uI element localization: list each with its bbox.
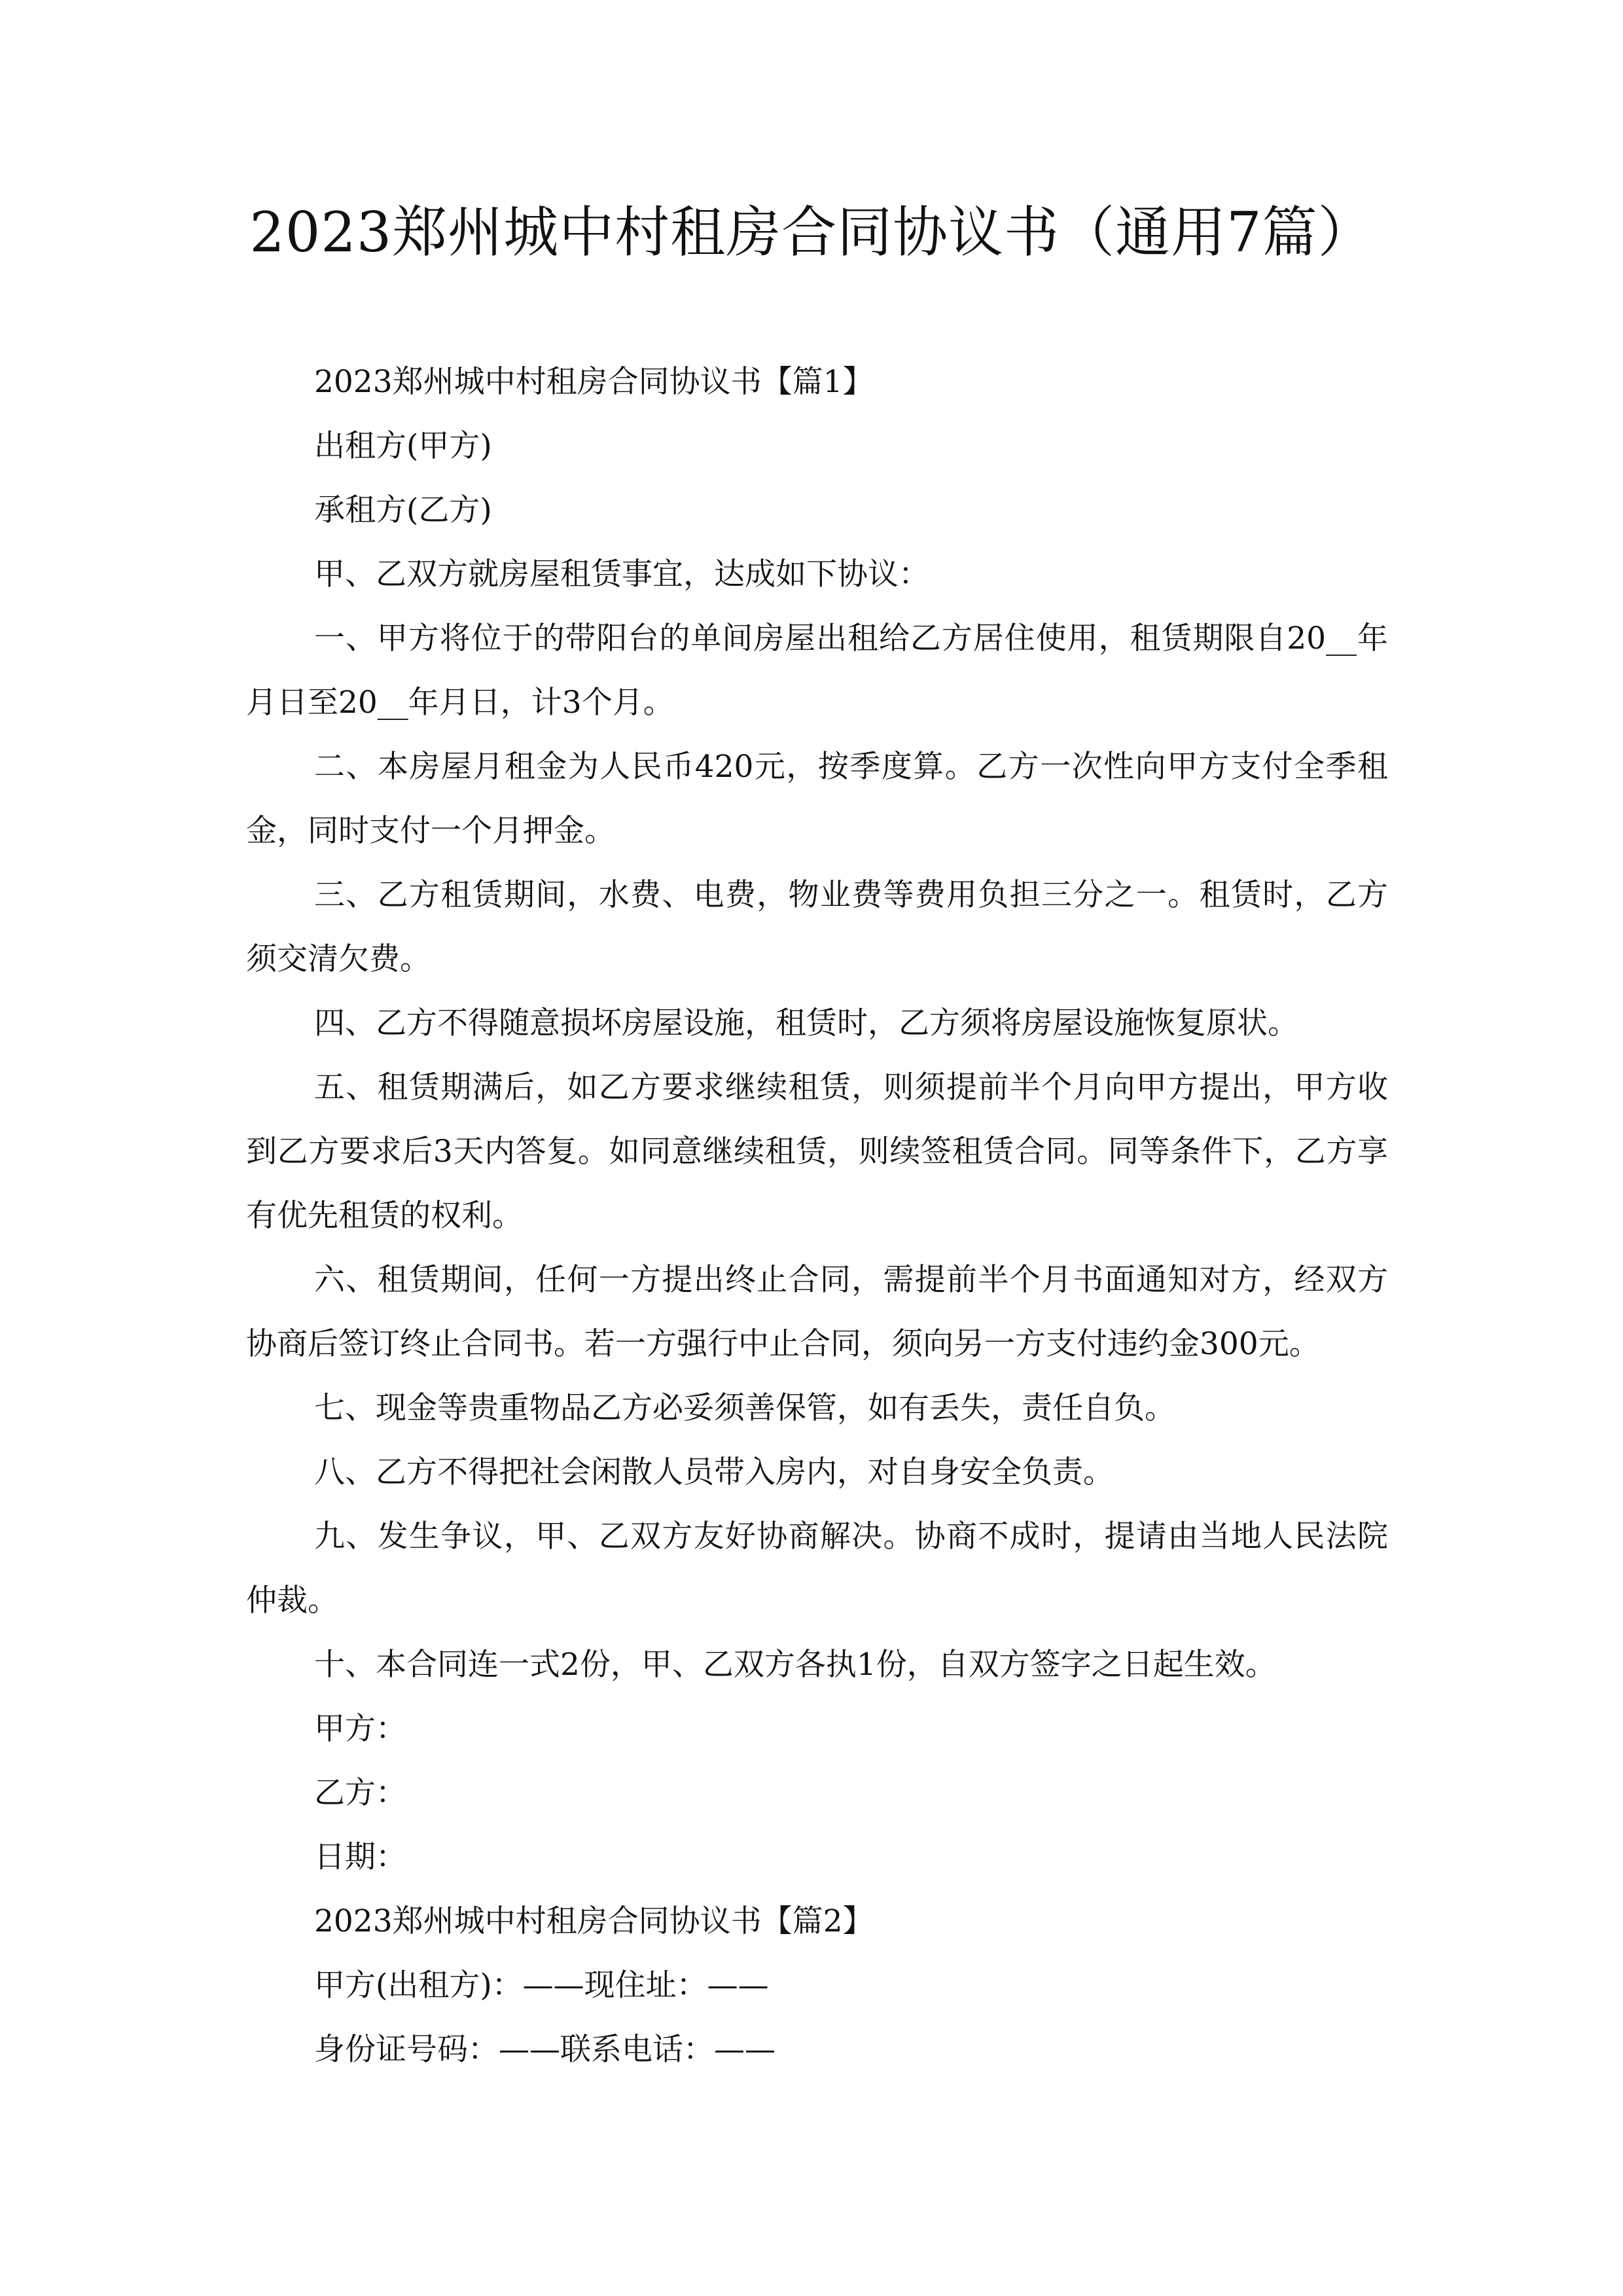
lessor-line: 出租方(甲方) [314, 428, 492, 464]
id-phone-line: 身份证号码：——联系电话：—— [314, 2032, 776, 2068]
document-title: 2023郑州城中村租房合同协议书（通用7篇） [249, 200, 1374, 264]
clause-9: 九、发生争议，甲、乙双方友好协商解决。协商不成时，提请由当地人民法院仲裁。 [246, 1518, 1388, 1619]
clause-10: 十、本合同连一式2份，甲、乙双方各执1份，自双方签字之日起生效。 [314, 1647, 1276, 1683]
agreement-intro: 甲、乙双方就房屋租赁事宜，达成如下协议： [314, 556, 929, 592]
clause-3: 三、乙方租赁期间，水费、电费，物业费等费用负担三分之一。租赁时，乙方须交清欠费。 [246, 877, 1388, 977]
clause-4: 四、乙方不得随意损坏房屋设施，租赁时，乙方须将房屋设施恢复原状。 [314, 1005, 1298, 1041]
signature-date: 日期： [314, 1839, 406, 1875]
clause-8: 八、乙方不得把社会闲散人员带入房内，对自身安全负责。 [314, 1454, 1114, 1490]
signature-party-a: 甲方： [314, 1711, 406, 1747]
clause-2: 二、本房屋月租金为人民币420元，按季度算。乙方一次性向甲方支付全季租金，同时支付一个月押金。 [246, 749, 1388, 849]
section-heading-2: 2023郑州城中村租房合同协议书【篇2】 [314, 1903, 874, 1939]
signature-party-b: 乙方： [314, 1775, 406, 1811]
party-a-address-line: 甲方(出租方)：——现住址：—— [314, 1967, 769, 2003]
section-heading-1: 2023郑州城中村租房合同协议书【篇1】 [314, 364, 874, 400]
clause-7: 七、现金等贵重物品乙方必妥须善保管，如有丢失，责任自负。 [314, 1390, 1175, 1426]
clause-6: 六、租赁期间，任何一方提出终止合同，需提前半个月书面通知对方，经双方协商后签订终止合同书。若一方强行中止合同，须向另一方支付违约金300元。 [246, 1262, 1388, 1362]
clause-1: 一、甲方将位于的带阳台的单间房屋出租给乙方居住使用，租赁期限自20__年月日至20__年月日，计3个月。 [246, 620, 1388, 721]
document-body [246, 350, 1388, 2082]
lessee-line: 承租方(乙方) [314, 492, 492, 528]
clause-5: 五、租赁期满后，如乙方要求继续租赁，则须提前半个月向甲方提出，甲方收到乙方要求后3天内答复。如同意继续租赁，则续签租赁合同。同等条件下，乙方享有优先租赁的权利。 [246, 1069, 1388, 1234]
